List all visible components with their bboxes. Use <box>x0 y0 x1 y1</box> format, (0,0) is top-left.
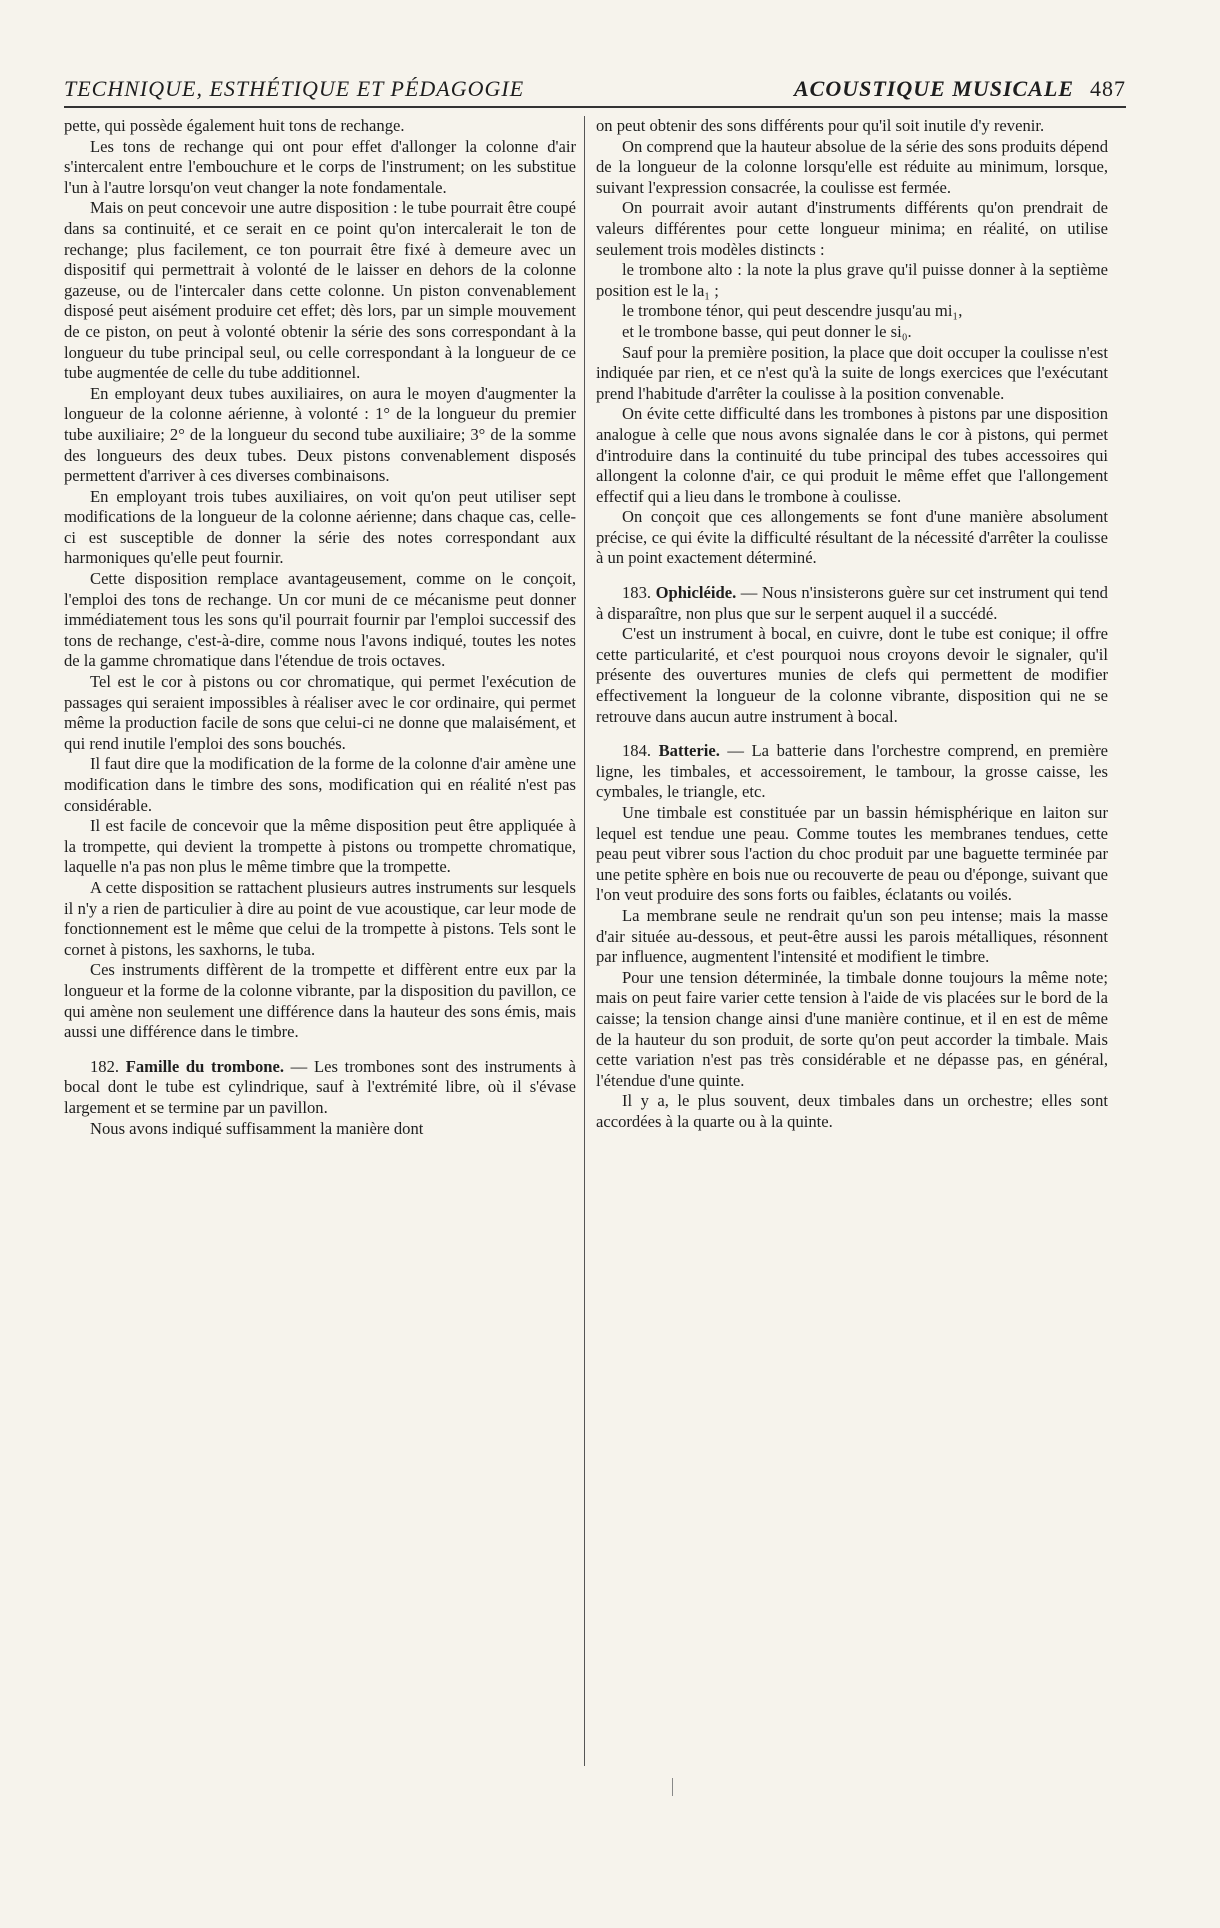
section-text: — La batterie dans l'orchestre comprend, en première ligne, les timbales, et accessoirement, le tambour, la grosse caisse, les cymbales, le triangle, etc. <box>596 741 1108 802</box>
list-item: le trombone alto : la note la plus grave qu'il puisse donner à la septième position est le la₁ ; <box>596 260 1108 300</box>
paragraph: On évite cette difficulté dans les trombones à pistons par une disposition analogue à celle que nous avons signalée dans le cor à pistons, qui permet d'introduire dans la continuité du tube principal des tubes accessoires qui allongent la colonne d'air, ce qui produit le même effet que l'allongement effectif qui a lieu dans le trombone à coulisse. <box>596 404 1108 506</box>
list-item: et le trombone basse, qui peut donner le si₀. <box>622 321 912 341</box>
section-number: 182. <box>90 1056 120 1076</box>
paragraph: Il est facile de concevoir que la même disposition peut être appliquée à la trompette, qui devient la trompette à pistons ou trompette chromatique, laquelle n'a pas non plus le même timbre que la trompette. <box>64 816 576 877</box>
paragraph: pette, qui possède également huit tons de rechange. <box>64 116 405 135</box>
page-number: 487 <box>1090 76 1126 101</box>
paragraph: En employant deux tubes auxiliaires, on aura le moyen d'augmenter la longueur de la colonne aérienne, à volonté : 1° de la longueur du premier tube auxiliaire; 2° de la longueur du second tube auxiliaire; 3° de la somme des longueurs des deux tubes. Deux pistons convenablement disposés permettent d'arriver à ces diverses combinaisons. <box>64 383 576 486</box>
header-left-title: TECHNIQUE, ESTHÉTIQUE ET PÉDAGOGIE <box>64 76 525 101</box>
section-text: — Les trombones sont des instruments à bocal dont le tube est cylindrique, sauf à l'extrémité libre, où il s'évase largement et se termine par un pavillon. <box>64 1056 576 1117</box>
paragraph: On conçoit que ces allongements se font d'une manière absolument précise, ce qui évite la difficulté résultant de la nécessité d'arrêter la coulisse à un point exactement déterminé. <box>596 507 1108 568</box>
paragraph: Les tons de rechange qui ont pour effet d'allonger la colonne d'air s'intercalent entre l'embouchure et le corps de l'instrument; on les substitue l'un à l'autre lorsqu'on veut changer la note fondamentale. <box>64 136 576 197</box>
paragraph: On pourrait avoir autant d'instruments différents qu'on prendrait de valeurs différentes pour cette longueur minima; en réalité, on utilise seulement trois modèles distincts : <box>596 198 1108 259</box>
paragraph: on peut obtenir des sons différents pour qu'il soit inutile d'y revenir. <box>596 116 1045 135</box>
paragraph: A cette disposition se rattachent plusieurs autres instruments sur lesquels il n'y a rien de particulier à dire au point de vue acoustique, car leur mode de fonctionnement est le même que celui de la trompette à pistons. Tels sont le cornet à pistons, les saxhorns, le tuba. <box>64 877 576 959</box>
section-number: 184. <box>622 741 652 761</box>
paragraph: Une timbale est constituée par un bassin hémisphérique en laiton sur lequel est tendue une peau. Comme toutes les membranes tendues, cette peau peut vibrer sous l'action du choc produit par une baguette terminée par une petite sphère en bois nue ou recouverte de peau ou d'éponge, suivant que l'on veut produire des sons forts ou faibles, éclatants ou voilés. <box>596 803 1108 905</box>
paragraph: C'est un instrument à bocal, en cuivre, dont le tube est conique; il offre cette particularité, et c'est pourquoi nous croyons devoir le signaler, qu'il présente des ouvertures munies de clefs qui permettent de modifier effectivement la longueur de la colonne vibrante, disposition qui ne se retrouve dans aucun autre instrument à bocal. <box>596 624 1108 726</box>
paragraph: La membrane seule ne rendrait qu'un son peu intense; mais la masse d'air située au-dessous, et peut-être aussi les parois métalliques, résonnent par influence, augmentent l'intensité et modifient le timbre. <box>596 905 1108 967</box>
paragraph: Mais on peut concevoir une autre disposition : le tube pourrait être coupé dans sa continuité, et ce serait en ce point qu'on intercalerait le ton de rechange; plus facilement, ce ton pourrait être fixé à demeure avec un dispositif qui permettrait à volonté de le laisser en dehors de la colonne gazeuse, ou de l'intercaler dans cette colonne. Un piston convenablement disposé peut aisément produire cet effet; dès lors, par un simple mouvement de ce piston, on peut à volonté obtenir la série des sons correspondant à la longueur du tube principal seul, ou celle correspondant à la longueur de ce tube augmentée de celle du tube additionnel. <box>64 198 576 383</box>
paragraph: On comprend que la hauteur absolue de la série des sons produits dépend de la longueur de la colonne lorsqu'elle est réduite au minimum, lorsque, suivant l'expression consacrée, la coulisse est fermée. <box>596 136 1108 197</box>
section-title: Batterie. <box>658 741 720 761</box>
paragraph: Il faut dire que la modification de la forme de la colonne d'air amène une modification dans le timbre des sons, modification qui en réalité n'est pas considérable. <box>64 754 576 815</box>
paragraph: Tel est le cor à pistons ou cor chromatique, qui permet l'exécution de passages qui seraient impossibles à réaliser avec le cor ordinaire, qui permet même la production facile de sons que celui-ci ne donne que malaisément, et qui rend inutile l'emploi des sons bouchés. <box>64 672 576 753</box>
header-rule <box>64 106 1126 108</box>
header-right-title <box>794 76 1126 102</box>
paragraph: Sauf pour la première position, la place que doit occuper la coulisse n'est indiquée par rien, et ce n'est qu'à la suite de longs exercices que l'exécutant prend l'habitude d'arrêter la coulisse à la position convenable. <box>596 342 1108 403</box>
column-divider <box>584 116 585 1766</box>
running-header <box>64 76 1126 106</box>
section-183-heading <box>596 583 1108 624</box>
paragraph: Il y a, le plus souvent, deux timbales dans un orchestre; elles sont accordées à la quarte ou à la quinte. <box>596 1091 1108 1131</box>
section-182-heading <box>64 1057 576 1119</box>
header-section-title: ACOUSTIQUE MUSICALE <box>793 76 1074 101</box>
print-mark <box>672 1778 674 1796</box>
left-column <box>64 116 576 1776</box>
section-number: 183. <box>622 583 652 603</box>
section-184-heading <box>596 741 1108 803</box>
paragraph: Pour une tension déterminée, la timbale donne toujours la même note; mais on peut faire varier cette tension à l'aide de vis placées sur le bord de la caisse; la tension change ainsi d'une manière continue, et il en est de même de la hauteur du son produit, de sorte qu'on peut accorder la timbale. Mais cette variation n'est pas très considérable et ne dépasse pas, en général, l'étendue d'une quinte. <box>596 967 1108 1090</box>
section-title: Famille du trombone. <box>125 1056 284 1076</box>
list-item: le trombone ténor, qui peut descendre jusqu'au mi₁, <box>622 301 963 321</box>
paragraph: Ces instruments diffèrent de la trompette et diffèrent entre eux par la longueur et la forme de la colonne vibrante, par la disposition du pavillon, ce qui amène non seulement une différence dans la hauteur des sons émis, mais aussi une différence dans le timbre. <box>64 960 576 1042</box>
right-column <box>596 116 1108 1776</box>
section-text: — Nous n'insisterons guère sur cet instrument qui tend à disparaître, non plus que sur le serpent auquel il a succédé. <box>596 583 1108 623</box>
section-title: Ophicléide. <box>655 583 737 603</box>
paragraph: Cette disposition remplace avantageusement, comme on le conçoit, l'emploi des tons de rechange. Un cor muni de ce mécanisme peut donner immédiatement tous les sons qu'il pourrait fournir par l'emploi successif des tons de rechange, c'est-à-dire, comme nous l'avons indiqué, toutes les notes de la gamme chromatique dans l'étendue de trois octaves. <box>64 569 576 671</box>
paragraph: Nous avons indiqué suffisamment la manière dont <box>90 1118 424 1138</box>
paragraph: En employant trois tubes auxiliaires, on voit qu'on peut utiliser sept modifications de la longueur de la colonne aérienne; dans chaque cas, celle-ci est susceptible de donner la série des notes correspondant aux harmoniques qu'elle peut fournir. <box>64 486 576 568</box>
